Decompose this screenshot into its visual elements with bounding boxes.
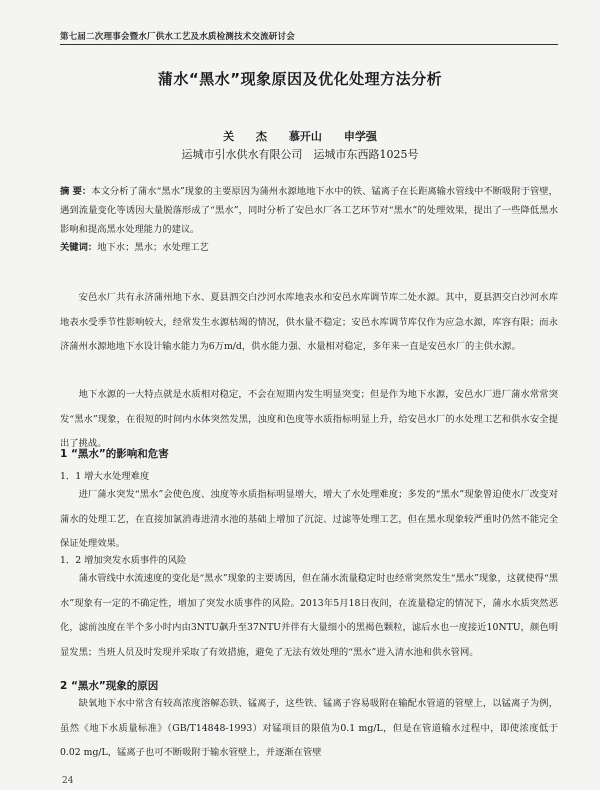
intro-paragraph-2: 地下水源的一大特点就是水质相对稳定，不会在短期内发生明显突变；但是作为地下水源，安邑水厂进厂蒲水常常突发“黑水”现象，在很短的时间内水体突然发黑，浊度和色度等水质指标明显上升，给安邑水厂的水处理工艺和供水安全提出了挑战。: [60, 389, 558, 449]
paper-title: 蒲水“黑水”现象原因及优化处理方法分析: [157, 70, 443, 88]
section-1-heading: 1 “黑水”的影响和危害: [60, 448, 169, 460]
abstract: [60, 182, 558, 239]
page-number: 24: [62, 776, 74, 786]
section-1-1-heading: 1．1 增大水处理难度: [60, 471, 150, 482]
header-divider: [60, 44, 558, 45]
abstract-label: 摘 要：: [60, 186, 92, 197]
section-2-heading: 2 “黑水”现象的原因: [60, 680, 159, 692]
section-2-paragraph: 缺氧地下水中常含有较高浓度溶解态铁、锰离子，这些铁、锰离子容易吸附在输配水管道的管壁上，以锰离子为例，虽然《地下水质量标准》（GB/T14848-1993）对锰项目的限值为0.1 mg/L，但是在管道输水过程中，即使浓度低于0.02 mg/L，锰离子也可不断吸附于输水管壁上，并逐渐在管壁: [60, 698, 558, 758]
keywords: [60, 239, 209, 253]
keywords-text: 地下水；黑水；水处理工艺: [97, 242, 209, 253]
section-1-1-paragraph: 进厂蒲水突发“黑水”会使色度、浊度等水质指标明显增大，增大了水处理难度；多发的“黑水”现象曾迫使水厂改变对蒲水的处理工艺，在直接加氯消毒进清水池的基础上增加了沉淀、过滤等处理工艺，但在黑水现象较严重时仍然不能完全保证处理效果。: [60, 489, 558, 549]
running-header: 第七届二次理事会暨水厂供水工艺及水质检测技术交流研讨会: [60, 32, 295, 42]
keywords-label: 关键词：: [60, 242, 98, 253]
authors: 关 杰 慕开山 申学强: [223, 130, 377, 143]
intro-paragraph-1: 安邑水厂共有永济蒲州地下水、夏县泗交白沙河水库地表水和安邑水库调节库二处水源。其中，夏县泗交白沙河水库地表水受季节性影响较大，经常发生水源枯竭的情况，供水量不稳定；安邑水库调节库仅作为应急水源，库容有限；而永济蒲州水源地地下水设计输水能力为6万m/d，供水能力强、水量相对稳定，多年来一直是安邑水厂的主供水源。: [60, 292, 558, 352]
affiliation: 运城市引水供水有限公司 运城市东西路1025号: [181, 148, 419, 161]
section-1-2-paragraph: 蒲水管线中水流速度的变化是“黑水”现象的主要诱因，但在蒲水流量稳定时也经常突然发生“黑水”现象，这就使得“黑水”现象有一定的不确定性，增加了突发水质事件的风险。2013年5月18日夜间，在流量稳定的情况下，蒲水水质突然恶化，滤前浊度在半个多小时内由3NTU飙升至37NTU并伴有大量细小的黑褐色颗粒，滤后水也一度接近10NTU，颜色明显发黑；当班人员及时发现并采取了有效措施，避免了无法有效处理的“黑水”进入清水池和供水管网。: [60, 573, 558, 658]
section-1-2-heading: 1．2 增加突发水质事件的风险: [60, 555, 187, 566]
abstract-text: 本文分析了蒲水“黑水”现象的主要原因为蒲州水源地地下水中的铁、锰离子在长距离输水管线中不断吸附于管壁，遇到流量变化等诱因大量脱落形成了“黑水”，同时分析了安邑水厂各工艺环节对“黑水”的处理效果，提出了一些降低黑水影响和提高黑水处理能力的建议。: [60, 186, 558, 235]
